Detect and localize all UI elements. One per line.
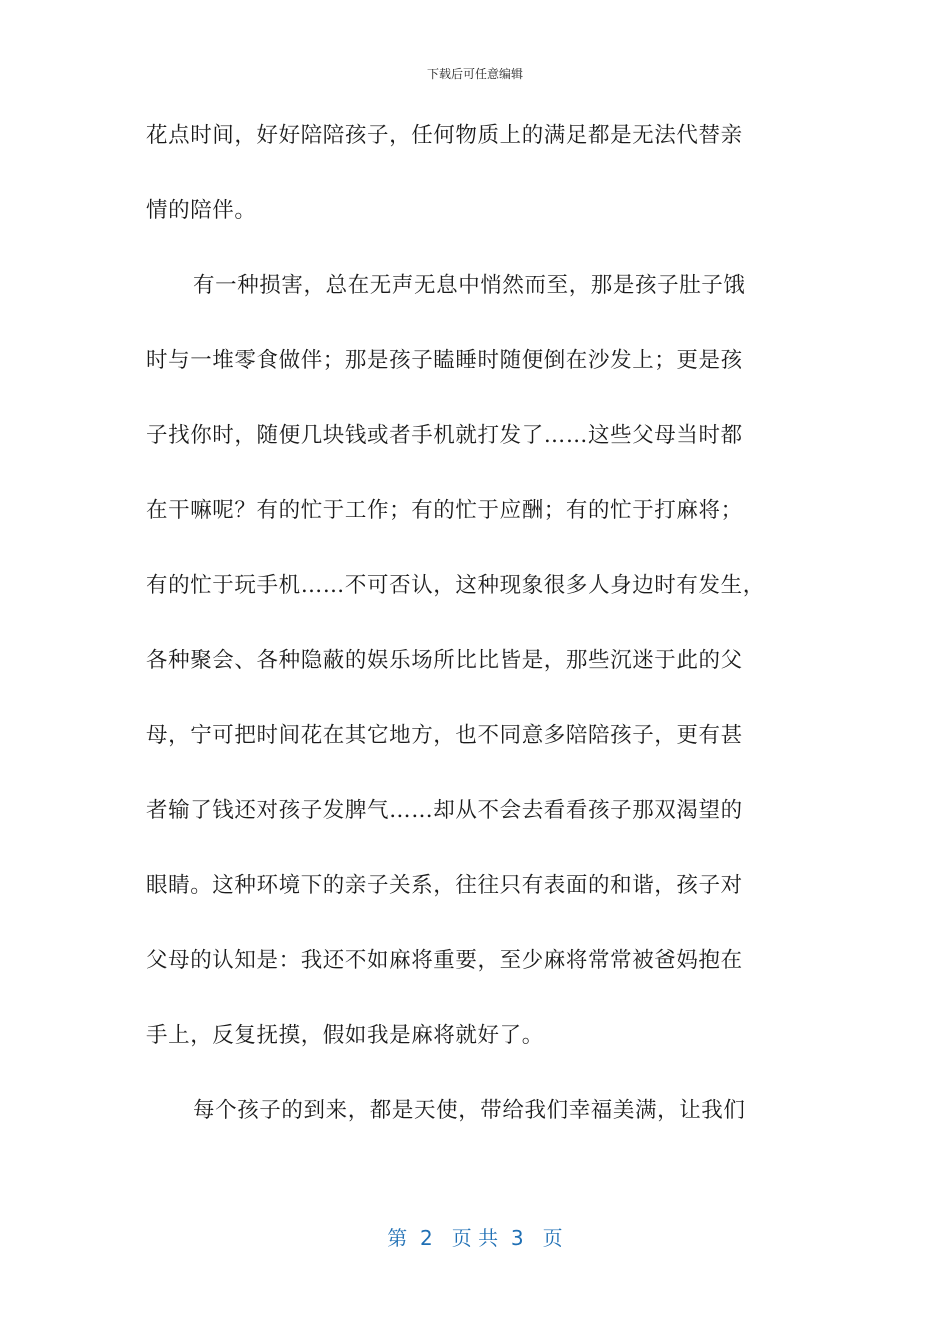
paragraph-start-line: 每个孩子的到来，都是天使，带给我们幸福美满，让我们 — [193, 1098, 746, 1123]
text-line: 母，宁可把时间花在其它地方，也不同意多陪陪孩子，更有甚 — [146, 723, 743, 748]
page-header: 下载后可任意编辑 — [426, 67, 523, 81]
text-line: 者输了钱还对孩子发脾气……却从不会去看看孩子那双渴望的 — [146, 798, 743, 823]
page-number-footer: 第 2 页 共 3 页 — [387, 1226, 563, 1250]
text-line: 父母的认知是：我还不如麻将重要，至少麻将常常被爸妈抱在 — [146, 948, 743, 973]
text-line: 手上，反复抚摸，假如我是麻将就好了。 — [146, 1023, 544, 1048]
document-body — [146, 124, 814, 1174]
paragraph-start-line: 有一种损害，总在无声无息中悄然而至，那是孩子肚子饿 — [193, 273, 746, 298]
text-line: 在干嘛呢？有的忙于工作；有的忙于应酬；有的忙于打麻将； — [146, 498, 743, 523]
text-line: 子找你时，随便几块钱或者手机就打发了……这些父母当时都 — [146, 423, 743, 448]
text-line: 情的陪伴。 — [146, 198, 257, 223]
text-line: 各种聚会、各种隐蔽的娱乐场所比比皆是，那些沉迷于此的父 — [146, 648, 743, 673]
text-line: 时与一堆零食做伴；那是孩子瞌睡时随便倒在沙发上；更是孩 — [146, 348, 743, 373]
text-line: 花点时间，好好陪陪孩子，任何物质上的满足都是无法代替亲 — [146, 123, 743, 148]
text-line: 眼睛。这种环境下的亲子关系，往往只有表面的和谐，孩子对 — [146, 873, 743, 898]
text-line: 有的忙于玩手机……不可否认，这种现象很多人身边时有发生， — [146, 573, 765, 598]
